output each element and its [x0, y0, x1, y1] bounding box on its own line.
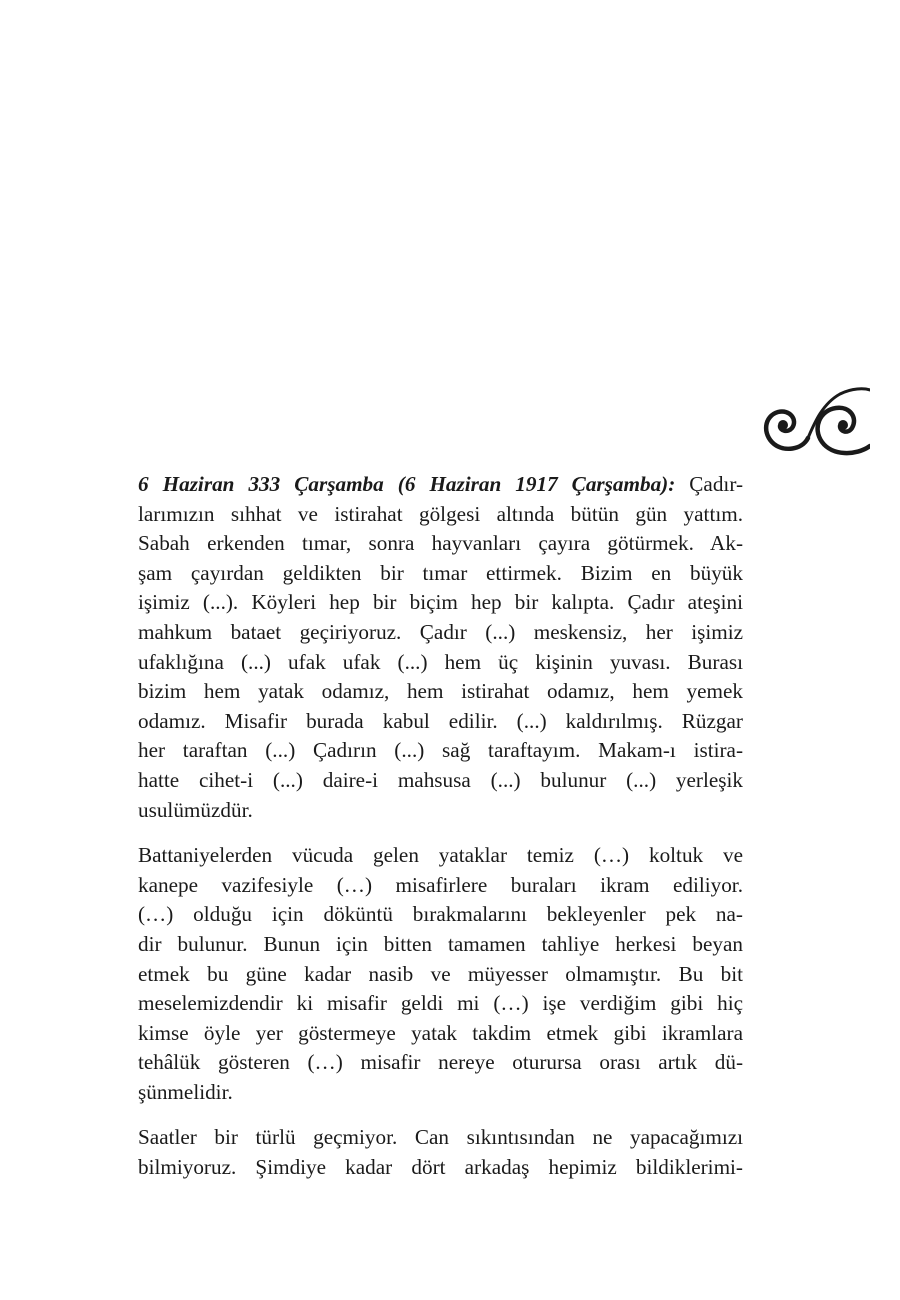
text-line: usulümüzdür. [138, 797, 253, 822]
text-line: ufaklığına (...) ufak ufak (...) hem üç kişinin yuvası. Burası [138, 649, 743, 674]
text-line [138, 470, 743, 500]
text-line: kanepe vazifesiyle (…) misafirlere buraları ikram ediliyor. [138, 872, 743, 897]
entry-heading: 6 Haziran 333 Çarşamba (6 Haziran 1917 Çarşamba): [138, 472, 676, 496]
text-line: (…) olduğu için döküntü bırakmalarını bekleyenler pek na- [138, 902, 743, 927]
swirl-ornament-icon [752, 380, 870, 464]
text-line: odamız. Misafir burada kabul edilir. (...) kaldırılmış. Rüzgar [138, 708, 743, 733]
text-line: şünmelidir. [138, 1079, 233, 1104]
paragraph-3 [138, 1123, 743, 1182]
diary-text [138, 470, 743, 1183]
text-line: mahkum bataet geçiriyoruz. Çadır (...) meskensiz, her işimiz [138, 619, 743, 644]
text-line: bilmiyoruz. Şimdiye kadar dört arkadaş hepimiz bildiklerimi- [138, 1155, 743, 1180]
text-line: larımızın sıhhat ve istirahat gölgesi altında bütün gün yattım. [138, 501, 743, 526]
text-line: meselemizdendir ki misafir geldi mi (…) işe verdiğim gibi hiç [138, 991, 743, 1016]
text-line: Battaniyelerden vücuda gelen yataklar temiz (…) koltuk ve [138, 843, 743, 868]
text-line: dir bulunur. Bunun için bitten tamamen tahliye herkesi beyan [138, 931, 743, 956]
text-line: şam çayırdan geldikten bir tımar ettirmek. Bizim en büyük [138, 560, 743, 585]
text-line: kimse öyle yer göstermeye yatak takdim etmek gibi ikramlara [138, 1020, 743, 1045]
text-line: işimiz (...). Köyleri hep bir biçim hep bir kalıpta. Çadır ateşini [138, 590, 743, 615]
paragraph-1 [138, 470, 743, 825]
paragraph-2 [138, 841, 743, 1107]
text-line-segment: Çadır- [675, 472, 744, 496]
text-line: Sabah erkenden tımar, sonra hayvanları çayıra götürmek. Ak- [138, 531, 743, 556]
text-line: etmek bu güne kadar nasib ve müyesser olmamıştır. Bu bit [138, 961, 743, 986]
text-line: her taraftan (...) Çadırın (...) sağ taraftayım. Makam-ı istira- [138, 738, 743, 763]
text-line: tehâlük gösteren (…) misafir nereye oturursa orası artık dü- [138, 1050, 743, 1075]
text-line: bizim hem yatak odamız, hem istirahat odamız, hem yemek [138, 679, 743, 704]
text-line: hatte cihet-i (...) daire-i mahsusa (...) bulunur (...) yerleşik [138, 767, 743, 792]
text-line: Saatler bir türlü geçmiyor. Can sıkıntısından ne yapacağımızı [138, 1125, 743, 1150]
